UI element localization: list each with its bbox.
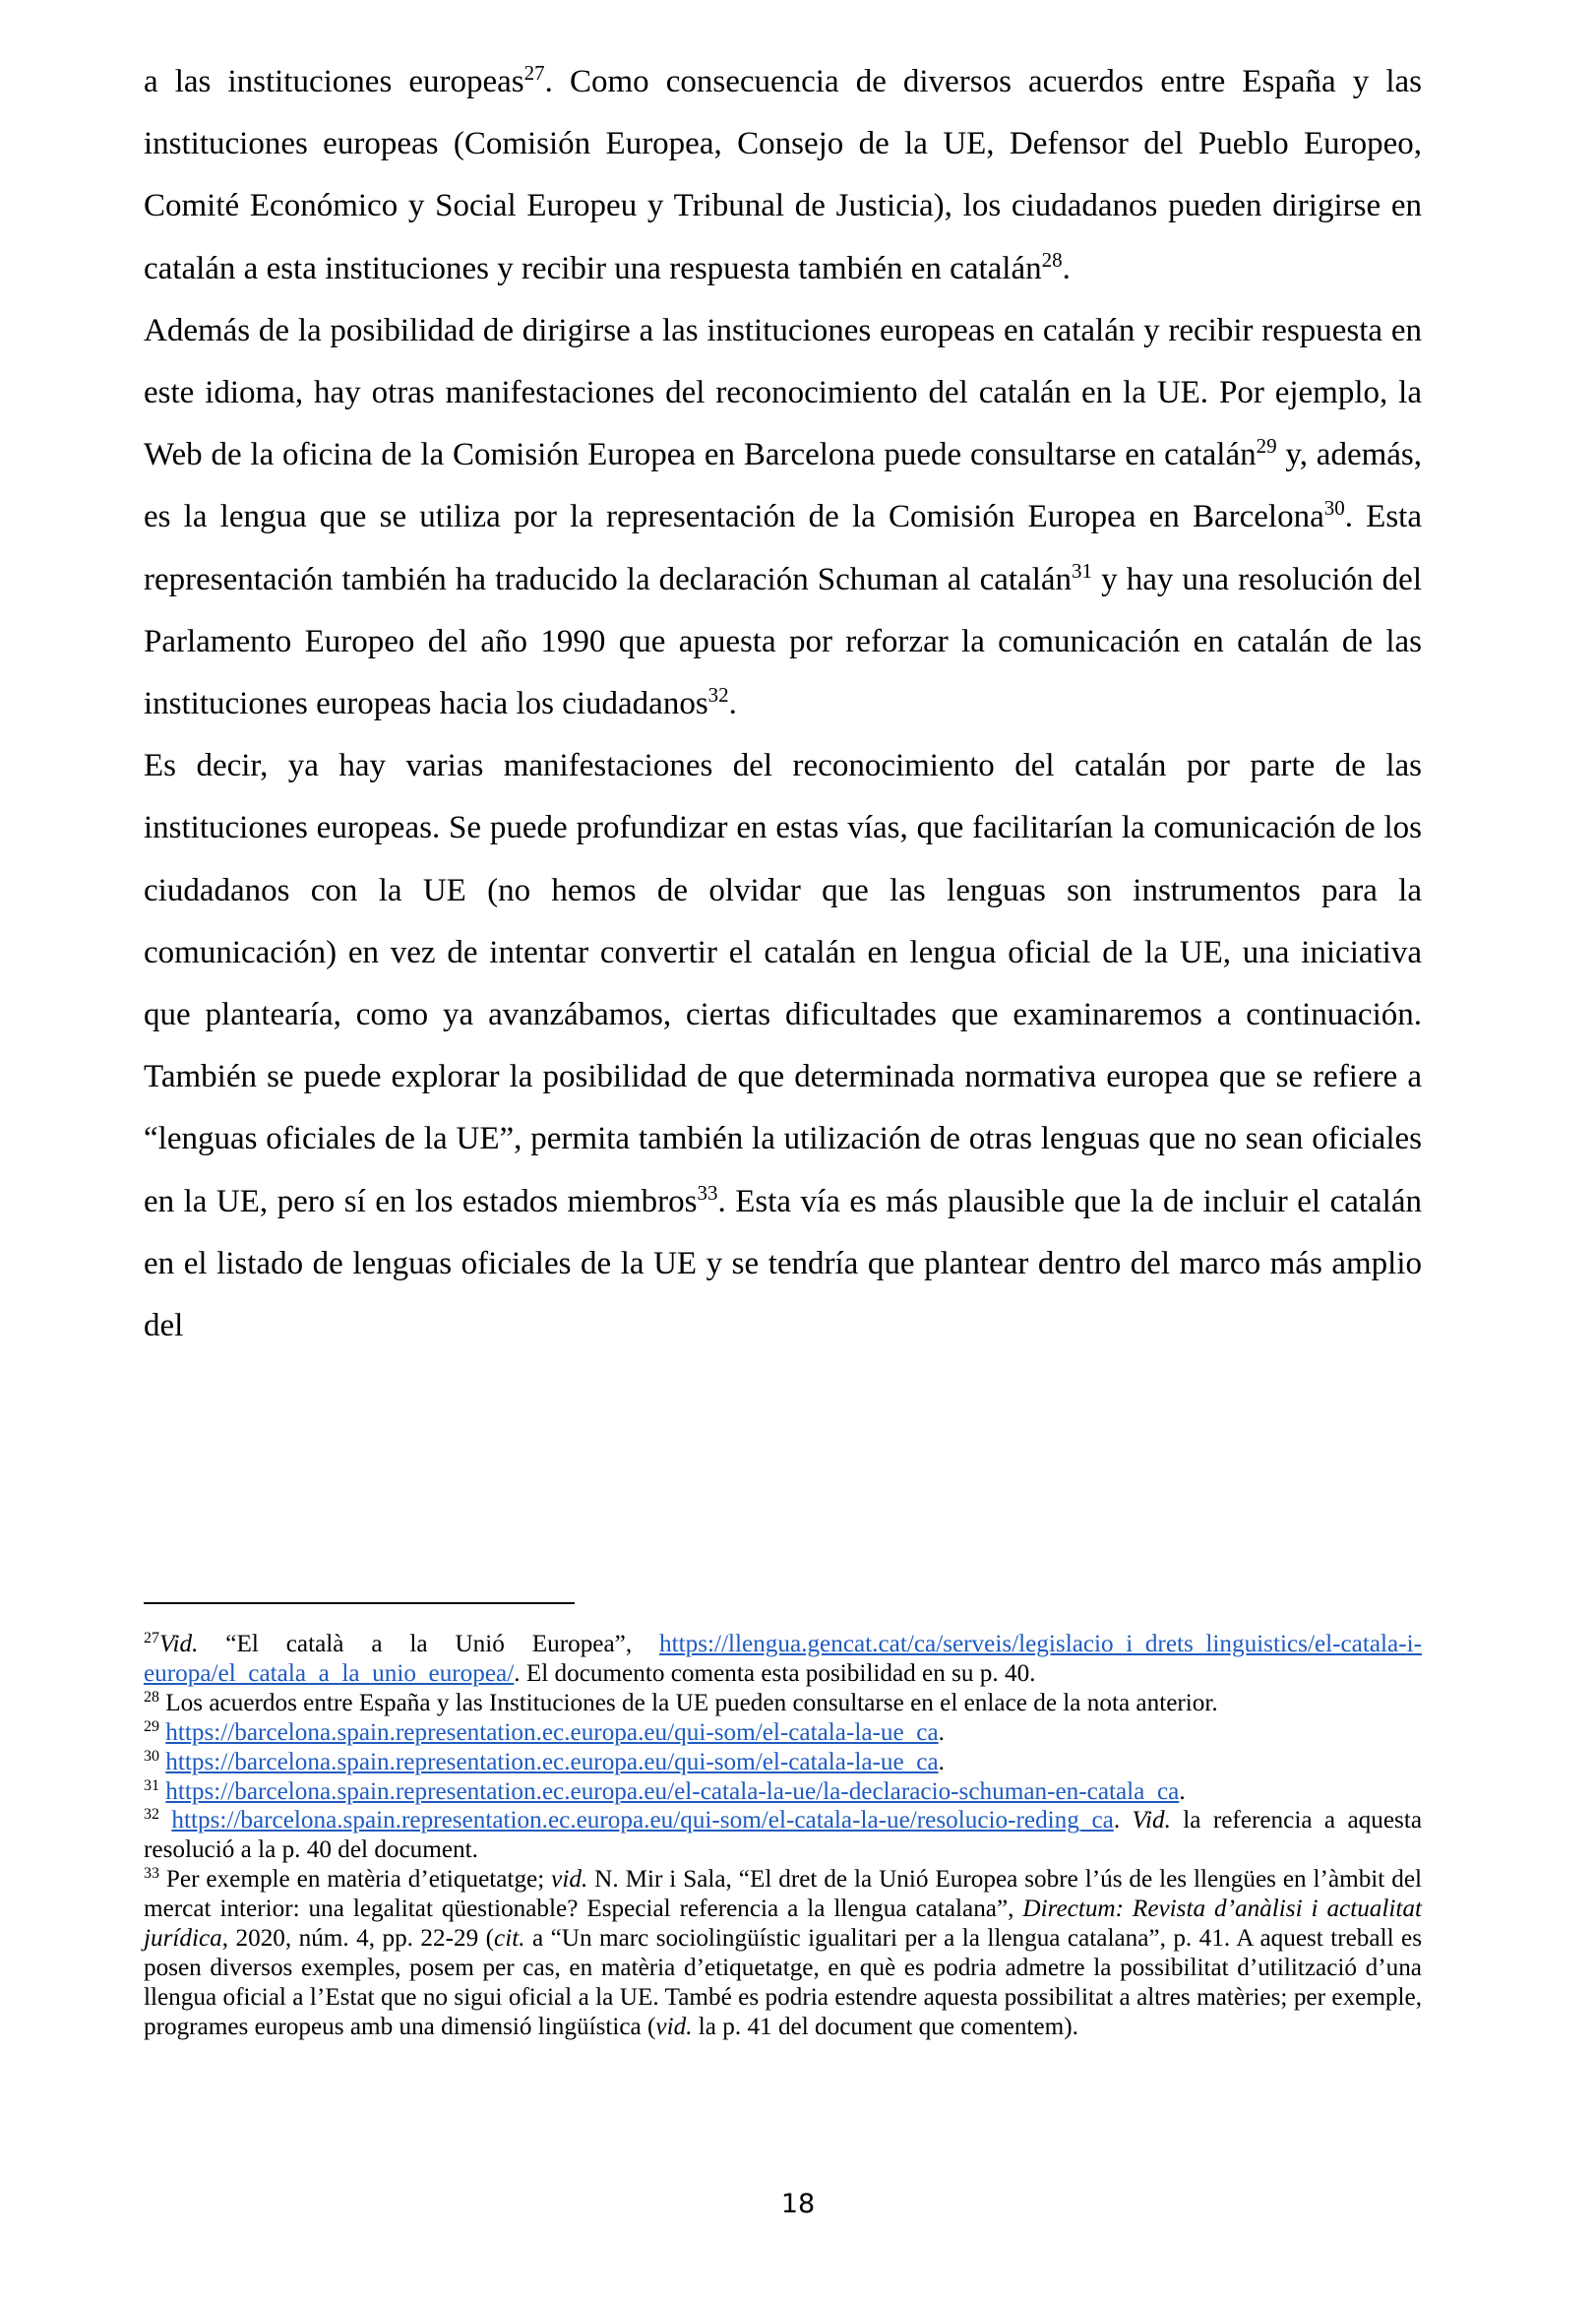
- hyperlink[interactable]: https://barcelona.spain.representation.ec.europa.eu/qui-som/el-catala-la-ue_ca: [165, 1718, 939, 1746]
- footnote-reference[interactable]: 28: [1041, 247, 1063, 272]
- text-run: [159, 1807, 171, 1833]
- text-run: Los acuerdos entre España y las Instituciones de la UE pueden consultarse en el enlace de la nota anterior.: [159, 1689, 1218, 1716]
- footnote: [144, 1806, 1422, 1865]
- text-run: Es decir, ya hay varias manifestaciones del reconocimiento del catalán por parte de las instituciones europeas. Se puede profundizar en estas vías, que facilitarían la comunicación de los ciudadanos con la UE (no hemos de olvidar que las lenguas son instrumentos para la comunicación) en vez de intentar convertir el catalán en lengua oficial de la UE, una iniciativa que plantearía, como ya avanzábamos, ciertas dificultades que examinaremos a continuación. También se puede explorar la posibilidad de que determinada normativa europea que se refiere a “lenguas oficiales de la UE”, permita también la utilización de otras lenguas que no sean oficiales en la UE, pero sí en los estados miembros: [144, 748, 1422, 1219]
- footnote-number: 33: [144, 1865, 159, 1883]
- footnote-number: 31: [144, 1776, 159, 1794]
- text-run: Además de la posibilidad de dirigirse a las instituciones europeas en catalán y recibir respuesta en este idioma, hay otras manifestaciones del reconocimiento del catalán en la UE. Por ejemplo, la Web de la oficina de la Comisión Europea en Barcelona puede consultarse en catalán: [144, 312, 1422, 473]
- page-number: 18: [780, 2189, 816, 2219]
- text-run: .: [1113, 1807, 1133, 1834]
- text-run: .: [938, 1718, 945, 1746]
- text-run: .: [728, 686, 737, 722]
- italic-text: Directum: Revista d’anàlisi i actualitat jurídica: [144, 1895, 1422, 1953]
- italic-text: Vid.: [1132, 1807, 1171, 1834]
- paragraph: [144, 51, 1422, 300]
- footnote-reference[interactable]: 30: [1323, 496, 1345, 521]
- footnote-number: 29: [144, 1717, 159, 1735]
- text-run: . Como consecuencia de diversos acuerdos entre España y las instituciones europeas (Comisión Europea, Consejo de la UE, Defensor del Pueblo Europeo, Comité Económico y Social Europeu y Tribunal de Justicia), los ciudadanos pueden dirigirse en catalán a esta instituciones y recibir una respuesta también en catalán: [144, 64, 1422, 286]
- hyperlink[interactable]: https://barcelona.spain.representation.ec.europa.eu/qui-som/el-catala-la-ue_ca: [165, 1748, 939, 1775]
- text-run: a las instituciones europeas: [144, 64, 524, 99]
- footnote-reference[interactable]: 32: [707, 683, 729, 708]
- text-run: y hay una resolución del Parlamento Europeo del año 1990 que apuesta por reforzar la comunicación en catalán de las instituciones europeas hacia los ciudadanos: [144, 561, 1422, 722]
- hyperlink[interactable]: https://llengua.gencat.cat/ca/serveis/legislacio_i_drets_linguistics/el-catala-i-europa/el_catala_a_la_unio_europea/: [144, 1631, 1422, 1687]
- footnote: [144, 1689, 1422, 1718]
- body-text: [144, 51, 1422, 1357]
- footnote-separator: [144, 1602, 575, 1604]
- footnote: [144, 1748, 1422, 1777]
- footnote: [144, 1777, 1422, 1807]
- text-run: . El documento comenta esta posibilidad en su p. 40.: [514, 1659, 1036, 1687]
- text-run: a “Un marc sociolingüístic igualitari per a la llengua catalana”, p. 41. A aquest treball es posen diversos exemples, posem per cas, en matèria d’etiquetatge, en què es podria admetre la possibilitat d’utilització d’una llengua oficial a l’Estat que no sigui oficial a la UE. També es podria estendre aquesta possibilitat a altres matèries; per exemple, programes europeus amb una dimensió lingüística (: [144, 1925, 1422, 2040]
- footnote-reference[interactable]: 29: [1256, 434, 1277, 459]
- text-run: .: [938, 1748, 945, 1775]
- footnote: [144, 1630, 1422, 1689]
- footnote: [144, 1718, 1422, 1748]
- footnote-reference[interactable]: 31: [1072, 558, 1093, 583]
- italic-text: vid.: [551, 1866, 588, 1894]
- paragraph: [144, 300, 1422, 735]
- text-run: Per exemple en matèria d’etiquetatge;: [159, 1866, 552, 1894]
- hyperlink[interactable]: https://barcelona.spain.representation.ec.europa.eu/el-catala-la-ue/la-declaracio-schuman-en-catala_ca: [165, 1777, 1180, 1805]
- footnote-reference[interactable]: 33: [697, 1180, 718, 1205]
- text-run: . Esta representación también ha traducido la declaración Schuman al catalán: [144, 499, 1422, 597]
- italic-text: Vid.: [159, 1631, 199, 1657]
- italic-text: cit.: [494, 1925, 525, 1953]
- text-run: “El català a la Unió Europea”,: [198, 1631, 660, 1657]
- footnote-number: 27: [144, 1630, 159, 1647]
- text-run: la referencia a aquesta resolució a la p. 40 del document.: [144, 1807, 1422, 1864]
- footnote-number: 32: [144, 1806, 159, 1824]
- footnote: [144, 1865, 1422, 2041]
- footnote-number: 30: [144, 1747, 159, 1765]
- paragraph: [144, 735, 1422, 1357]
- text-run: la p. 41 del document que comentem).: [692, 2013, 1078, 2040]
- text-run: .: [1179, 1777, 1186, 1805]
- text-run: y, además, es la lengua que se utiliza por la representación de la Comisión Europea en Barcelona: [144, 437, 1422, 535]
- italic-text: vid.: [655, 2013, 693, 2040]
- text-run: , 2020, núm. 4, pp. 22-29 (: [221, 1925, 495, 1953]
- footnote-number: 28: [144, 1688, 159, 1706]
- hyperlink[interactable]: https://barcelona.spain.representation.ec.europa.eu/qui-som/el-catala-la-ue/resolucio-reding_ca: [171, 1807, 1114, 1834]
- text-run: .: [1062, 250, 1071, 286]
- footnotes: [144, 1630, 1422, 2042]
- text-run: N. Mir i Sala, “El dret de la Unió Europea sobre l’ús de les llengües en l’àmbit del mercat interior: una legalitat qüestionable? Especial referencia a la llengua catalana”,: [144, 1866, 1422, 1923]
- text-run: . Esta vía es más plausible que la de incluir el catalán en el listado de lenguas oficiales de la UE y se tendría que plantear dentro del marco más amplio del: [144, 1183, 1422, 1344]
- footnote-reference[interactable]: 27: [523, 61, 545, 85]
